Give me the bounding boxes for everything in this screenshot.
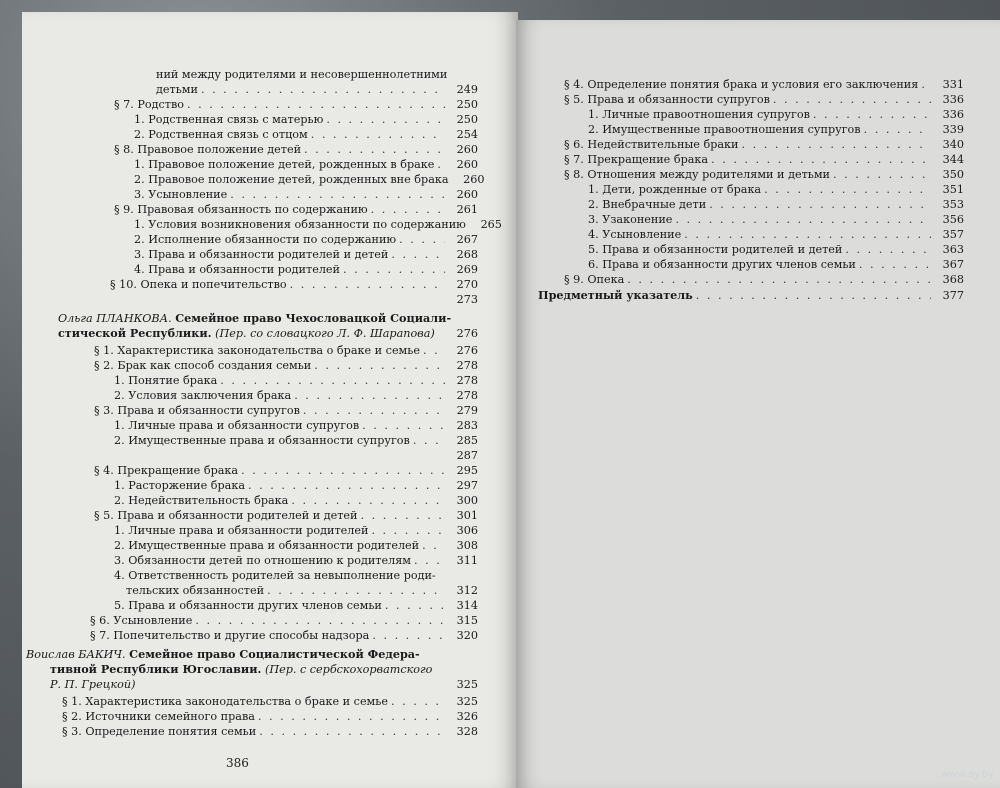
- left-page: [22, 12, 518, 788]
- toc-entry: § 5. Права и обязанности родителей и детей . . . 301: [94, 509, 478, 522]
- toc-page: 249: [456, 83, 478, 96]
- toc-entry: § 2. Источники семейного права . . . 326: [62, 710, 478, 723]
- toc-entry: 3. Обязанности детей по отношению к родителям . . . 311: [114, 554, 478, 567]
- toc-continuation-line-2: [156, 83, 478, 96]
- toc-entry: 2. Родственная связь с отцом . . . 254: [134, 128, 478, 141]
- toc-entry: § 9. Правовая обязанность по содержанию . . . 261: [114, 203, 478, 216]
- toc-entry: § 6. Недействительные браки . . . 340: [564, 138, 964, 151]
- toc-page: 273: [456, 293, 478, 306]
- toc-entry: § 9. Опека . . . 368: [564, 273, 964, 286]
- section-heading-yugoslav-line-2: тивной Республики Югославии. (Пер. с сербскохорватского: [50, 662, 433, 676]
- toc-entry: 4. Права и обязанности родителей . . . 269: [134, 263, 478, 276]
- toc-entry: 2. Условия заключения брака . . . 278: [114, 389, 478, 402]
- section-heading-czech-line-2: стической Республики. (Пер. со словацкого Л. Ф. Шарапова) 276: [58, 326, 478, 340]
- toc-entry: § 1. Характеристика законодательства о браке и семье . . . 276: [94, 344, 478, 357]
- toc-entry: 1. Личные права и обязанности родителей . . . 306: [114, 524, 478, 537]
- toc-entry: 2. Имущественные правоотношения супругов . . . 339: [588, 123, 964, 136]
- toc-entry: § 5. Права и обязанности супругов . . . 336: [564, 93, 964, 106]
- toc-entry: § 7. Попечительство и другие способы надзора . . . 320: [90, 629, 478, 642]
- toc-entry: 2. Недействительность брака . . . 300: [114, 494, 478, 507]
- toc-entry: 1. Понятие брака . . . 278: [114, 374, 478, 387]
- toc-entry: 2. Имущественные права и обязанности родителей . . . 308: [114, 539, 478, 552]
- toc-entry: 4. Усыновление . . . 357: [588, 228, 964, 241]
- toc-continuation-line-1: ний между родителями и несовершеннолетними: [156, 68, 448, 81]
- toc-entry: 1. Личные права и обязанности супругов . . . 283: [114, 419, 478, 432]
- toc-entry: 6. Права и обязанности других членов семьи . . . 367: [588, 258, 964, 271]
- toc-entry: § 7. Прекращение брака . . . 344: [564, 153, 964, 166]
- toc-entry: 1. Дети, рожденные от брака . . . 351: [588, 183, 964, 196]
- toc-entry: 1. Родственная связь с матерью . . . 250: [134, 113, 478, 126]
- toc-entry: 2. Внебрачные дети . . . 353: [588, 198, 964, 211]
- toc-entry: 2. Имущественные права и обязанности супругов . . . 285: [114, 434, 478, 447]
- toc-entry: § 4. Определение понятия брака и условия его заключения . . . 331: [564, 78, 964, 91]
- toc-entry: 3. Усыновление . . . 260: [134, 188, 478, 201]
- toc-entry: § 7. Родство . . . 250: [114, 98, 478, 111]
- toc-entry: § 3. Права и обязанности супругов . . . 279: [94, 404, 478, 417]
- toc-entry: 3. Права и обязанности родителей и детей . . . 268: [134, 248, 478, 261]
- toc-entry: 1. Личные правоотношения супругов . . . 336: [588, 108, 964, 121]
- toc-entry: § 2. Брак как способ создания семьи . . . 278: [94, 359, 478, 372]
- toc-entry: § 8. Правовое положение детей . . . 260: [114, 143, 478, 156]
- toc-entry: § 3. Определение понятия семьи . . . 328: [62, 725, 478, 738]
- page-number: 386: [226, 756, 249, 770]
- toc-entry: 1. Расторжение брака . . . 297: [114, 479, 478, 492]
- toc-entry: 2. Исполнение обязанности по содержанию . . . 267: [134, 233, 478, 246]
- watermark: www.ay.by: [941, 769, 994, 780]
- toc-entry: § 10. Опека и попечительство . . . 270: [110, 278, 478, 291]
- toc-text: детьми: [156, 83, 198, 96]
- toc-entry: § 8. Отношения между родителями и детьми . . . 350: [564, 168, 964, 181]
- toc-entry: 1. Условия возникновения обязанности по содержанию 265: [134, 218, 502, 231]
- toc-entry-index: Предметный указатель . . . 377: [538, 289, 964, 302]
- toc-entry: § 6. Усыновление . . . 315: [90, 614, 478, 627]
- toc-page: 287: [456, 449, 478, 462]
- section-heading-czech: Ольга ПЛАНКОВА. Семейное право Чехословацкой Социали-: [58, 311, 452, 325]
- toc-entry: 5. Права и обязанности родителей и детей . . . 363: [588, 243, 964, 256]
- toc-entry: 5. Права и обязанности других членов семьи . . . 314: [114, 599, 478, 612]
- toc-entry: 3. Узаконение . . . 356: [588, 213, 964, 226]
- toc-entry: 2. Правовое положение детей, рожденных вне брака 260: [134, 173, 485, 186]
- toc-entry: 1. Правовое положение детей, рожденных в браке . . . 260: [134, 158, 478, 171]
- toc-entry-line-1: 4. Ответственность родителей за невыполнение роди-: [114, 569, 436, 582]
- section-heading-yugoslav-line-3: Р. П. Грецкой) 325: [50, 678, 478, 691]
- toc-entry: § 4. Прекращение брака . . . 295: [94, 464, 478, 477]
- section-heading-yugoslav: Воислав БАКИЧ. Семейное право Социалистической Федера-: [26, 647, 420, 661]
- toc-entry: § 1. Характеристика законодательства о браке и семье . . . 325: [62, 695, 478, 708]
- toc-entry: тельских обязанностей . . . 312: [126, 584, 478, 597]
- right-page: [516, 20, 1000, 788]
